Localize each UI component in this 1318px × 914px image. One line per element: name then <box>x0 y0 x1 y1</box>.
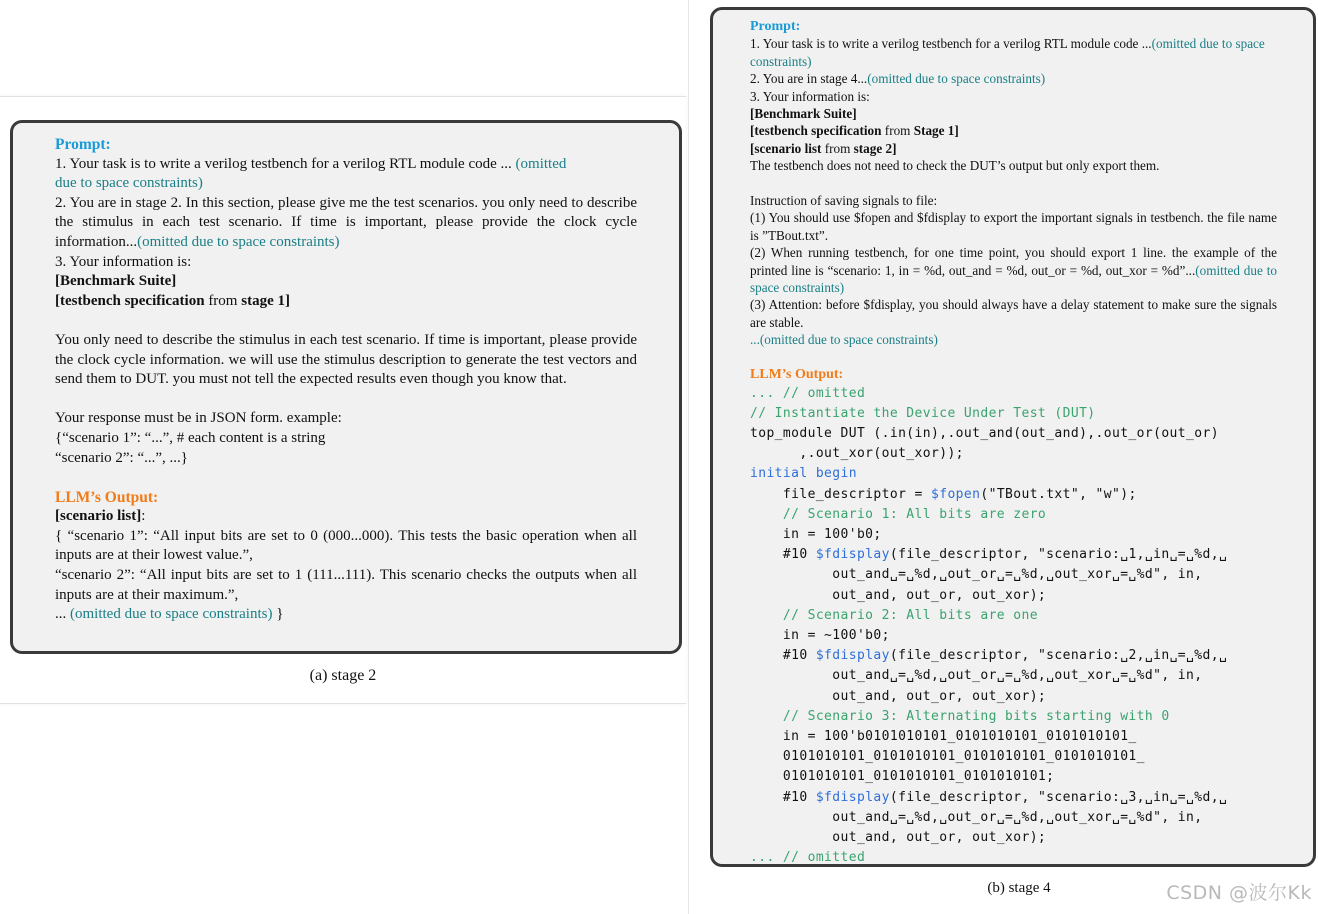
caption-stage-2: (a) stage 2 <box>309 667 377 684</box>
code-line-8: in = 100'b0; <box>750 526 882 542</box>
code-line-11: out_and, out_or, out_xor); <box>750 587 1047 603</box>
code-line-16: out_and, out_or, out_xor); <box>750 688 1047 704</box>
scenario-list-label: [scenario list from stage 2] <box>750 140 897 156</box>
instruction-1: (1) You should use $fopen and $fdisplay to export the important signals in testbench. the file name is ”TBout.txt”. <box>750 210 1281 243</box>
testbench-spec-label: [testbench specification from stage 1] <box>55 292 290 309</box>
benchmark-suite-label: [Benchmark Suite] <box>750 106 857 122</box>
export-note: The testbench does not need to check the DUT’s output but only export them. <box>750 158 1160 174</box>
figure-panel-stage-2 <box>0 96 686 704</box>
prompt-item-1: 1. Your task is to write a verilog testbench for a verilog RTL module code ...(omitted due to space constraints) <box>750 36 1269 69</box>
code-line-5: initial begin <box>750 466 857 482</box>
code-line-10: out_and␣=␣%d,␣out_or␣=␣%d,␣out_xor␣=␣%d", in, <box>750 567 1203 583</box>
scenario-list-label: [scenario list]: <box>55 508 146 525</box>
code-line-9: #10 $fdisplay(file_descriptor, "scenario:␣1,␣in␣=␣%d,␣ <box>750 547 1228 563</box>
code-line-15: out_and␣=␣%d,␣out_or␣=␣%d,␣out_xor␣=␣%d", in, <box>750 668 1203 684</box>
instruction-title: Instruction of saving signals to file: <box>750 193 938 209</box>
code-line-3: top_module DUT (.in(in),.out_and(out_and),.out_or(out_or) <box>750 425 1219 441</box>
code-line-18: in = 100'b0101010101_0101010101_0101010101_ <box>750 728 1137 744</box>
caption-stage-4: (b) stage 4 <box>987 880 1051 896</box>
code-line-24: ... // omitted <box>750 850 866 866</box>
code-line-17: // Scenario 3: Alternating bits starting with 0 <box>750 708 1170 724</box>
prompt-item-1: 1. Your task is to write a verilog testbench for a verilog RTL module code ... (omitted due to space constraints) <box>55 155 567 192</box>
instruction-2: (2) When running testbench, for one time point, you should export 1 line. the example of the printed line is “scenario: 1, in = %d, out_and = %d, out_or = %d, out_xor = %d”...(omitted due to space constraints) <box>750 245 1281 296</box>
llm-output-label: LLM’s Output: <box>750 367 844 383</box>
code-line-13: in = ~100'b0; <box>750 627 890 643</box>
json-example-line-2: “scenario 2”: “...”, ...} <box>55 449 188 466</box>
code-line-22: out_and␣=␣%d,␣out_or␣=␣%d,␣out_xor␣=␣%d", in, <box>750 809 1203 825</box>
watermark-text: CSDN @波尔Kk <box>1166 882 1312 904</box>
code-line-2: // Instantiate the Device Under Test (DUT) <box>750 405 1096 421</box>
prompt-box-stage-2 <box>10 120 682 654</box>
instruction-3: (3) Attention: before $fdisplay, you should always have a delay statement to make sure the signals are stable. <box>750 297 1281 330</box>
output-scenario-1: { “scenario 1”: “All input bits are set to 0 (000...000). This tests the basic operation when all inputs are at their lowest value.”, <box>55 527 641 564</box>
prompt-item-2: 2. You are in stage 2. In this section, please give me the test scenarios. you only need to describe the stimulus in each test scenario. If time is important, please provide the clock cycle information...(omitted due to space constraints) <box>55 194 641 250</box>
code-line-14: #10 $fdisplay(file_descriptor, "scenario:␣2,␣in␣=␣%d,␣ <box>750 648 1228 664</box>
json-example-line-1: {“scenario 1”: “...”, # each content is a string <box>55 429 326 446</box>
stimulus-instruction: You only need to describe the stimulus in each test scenario. If time is important, please provide the clock cycle information. we will use the stimulus description to generate the test vectors and send them to DUT. you must not tell the expected results even though you know that. <box>55 331 641 388</box>
llm-output-label: LLM’s Output: <box>55 488 159 506</box>
code-line-6: file_descriptor = $fopen("TBout.txt", "w"); <box>750 486 1137 502</box>
code-line-20: 0101010101_0101010101_0101010101; <box>750 769 1055 785</box>
code-block <box>750 384 1277 869</box>
prompt-item-3: 3. Your information is: <box>55 253 192 270</box>
code-line-23: out_and, out_or, out_xor); <box>750 829 1047 845</box>
code-line-4: ,.out_xor(out_xor)); <box>750 446 964 462</box>
prompt-item-2: 2. You are in stage 4...(omitted due to space constraints) <box>750 71 1046 87</box>
prompt-item-3: 3. Your information is: <box>750 88 870 104</box>
code-line-12: // Scenario 2: All bits are one <box>750 607 1038 623</box>
output-scenario-2: “scenario 2”: “All input bits are set to 1 (111...111). This scenario checks the outputs when all inputs are at their maximum.”, <box>55 567 641 603</box>
code-line-1: ... // omitted <box>750 385 866 401</box>
code-line-21: #10 $fdisplay(file_descriptor, "scenario:␣3,␣in␣=␣%d,␣ <box>750 789 1228 805</box>
instruction-omitted: ...(omitted due to space constraints) <box>750 332 938 348</box>
benchmark-suite-label: [Benchmark Suite] <box>55 273 177 290</box>
testbench-spec-label: [testbench specification from Stage 1] <box>750 123 959 139</box>
prompt-box-stage-4 <box>710 7 1316 867</box>
code-line-7: // Scenario 1: All bits are zero <box>750 506 1047 522</box>
prompt-label: Prompt: <box>750 19 801 34</box>
json-form-instruction: Your response must be in JSON form. example: <box>55 410 342 427</box>
figure-panel-stage-4 <box>688 0 1318 914</box>
code-line-19: 0101010101_0101010101_0101010101_0101010101_ <box>750 749 1145 765</box>
output-omitted: ... (omitted due to space constraints) } <box>55 606 284 623</box>
prompt-label: Prompt: <box>55 136 111 153</box>
